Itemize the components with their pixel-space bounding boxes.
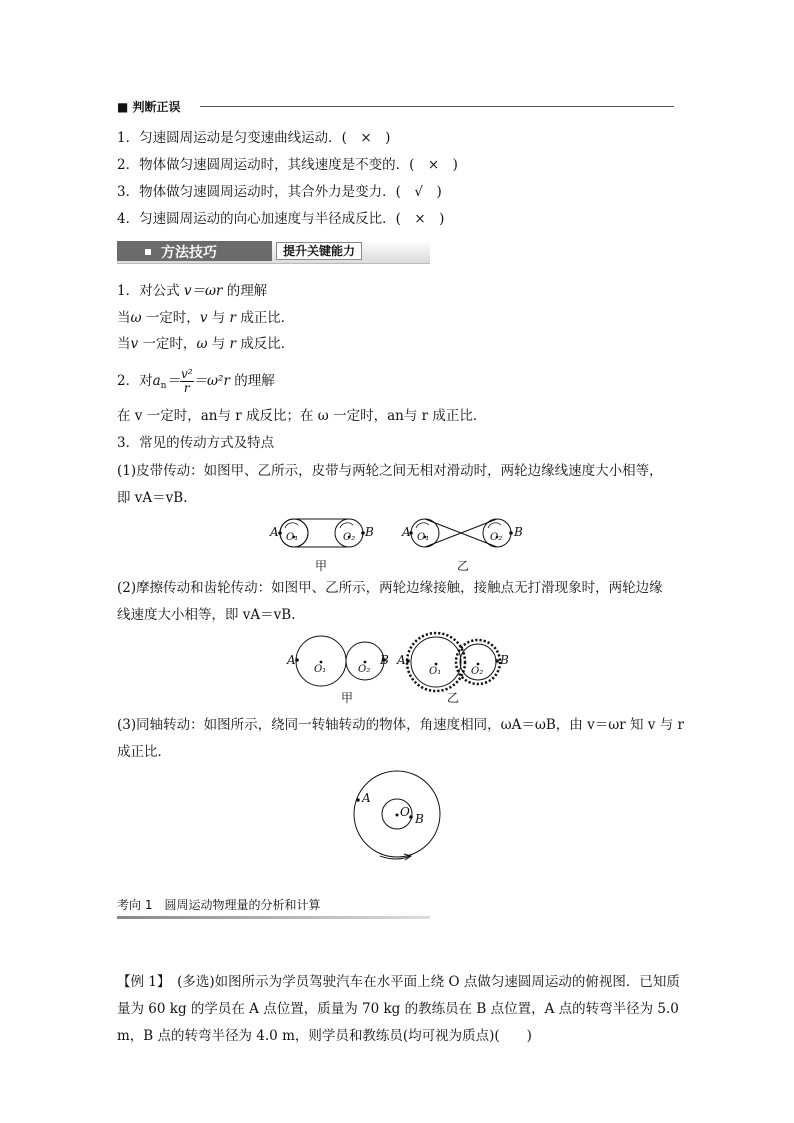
fraction: $\frac{\text{v²}}{r}$ <box>180 367 193 395</box>
method-point-1-line-2: 当v 一定时，ω 与 r 成反比． <box>117 336 295 352</box>
label-B: B <box>365 525 374 539</box>
label-O1: O₁ <box>286 532 299 543</box>
banner-title: 方法技巧 <box>161 245 217 261</box>
method-point-1-line-1: 当ω 一定时，v 与 r 成正比． <box>117 310 295 326</box>
judge-item: 4．匀速圆周运动的向心加速度与半径成反比．( × ) <box>117 211 445 227</box>
label-A: A <box>270 525 279 539</box>
judge-item: 3．物体做匀速圆周运动时，其合外力是变力．( √ ) <box>117 184 442 200</box>
example-text: m，B 点的转弯半径为 4.0 m，则学员和教练员(均可视为质点)( ) <box>117 1028 532 1044</box>
caption-jia: 甲 <box>341 691 354 705</box>
label-O2: O₂ <box>343 532 356 543</box>
belt-transmission-text: 即 vA＝vB. <box>117 490 188 506</box>
caption-yi: 乙 <box>447 691 460 705</box>
caption-jia: 甲 <box>315 559 328 573</box>
coaxial-text: (3)同轴转动：如图所示，绕同一转轴转动的物体，角速度相同，ωA＝ωB，由 v＝ωr 知 v 与 r <box>117 717 684 733</box>
label-O2: O₂ <box>358 664 371 675</box>
label-O2: O₂ <box>490 532 503 543</box>
coaxial-text: 成正比． <box>117 744 171 760</box>
method-point-3-title: 3．常见的传动方式及特点 <box>117 435 275 451</box>
label-O: O <box>400 805 410 819</box>
friction-transmission-text: (2)摩擦传动和齿轮传动：如图甲、乙所示，两轮边缘接触，接触点无打滑现象时，两轮边缘 <box>117 580 663 596</box>
label-A: A <box>287 653 296 667</box>
banner-tag: 提升关键能力 <box>276 242 362 260</box>
gear-figure-yi <box>406 633 500 691</box>
method-point-2-title: 2．对$a_n=$ $\frac{\text{v²}}{r}$ ＝ω²r 的理解 <box>117 367 275 395</box>
caption-yi: 乙 <box>457 559 470 573</box>
coaxial-figure <box>354 771 440 860</box>
example-text: 【例 1】 (多选)如图所示为学员驾驶汽车在水平面上绕 O 点做匀速圆周运动的俯视图．已知质 <box>117 974 680 990</box>
label-O1: O₁ <box>417 532 430 543</box>
method-point-2-line: 在 v 一定时，an与 r 成反比；在 ω 一定时，an与 r 成正比． <box>117 408 487 424</box>
label-B: B <box>415 812 424 826</box>
judge-item: 1．匀速圆周运动是匀变速曲线运动．( × ) <box>117 130 391 146</box>
label-A: A <box>362 791 371 805</box>
label-B: B <box>500 653 509 667</box>
label-B: B <box>514 525 523 539</box>
label-O2: O₂ <box>471 666 484 677</box>
kaoxiang-underline <box>117 916 430 919</box>
label-A: A <box>397 653 406 667</box>
label-A: A <box>402 525 411 539</box>
section-title-judge: ■ 判断正误 <box>117 100 181 114</box>
kaoxiang-title: 考向 1 圆周运动物理量的分析和计算 <box>117 898 321 912</box>
label-O1: O₁ <box>429 666 442 677</box>
example-text: 量为 60 kg 的学员在 A 点位置，质量为 70 kg 的教练员在 B 点位置，A 点的转弯半径为 5.0 <box>117 1001 679 1017</box>
friction-transmission-text: 线速度大小相等，即 vA＝vB. <box>117 607 296 623</box>
label-O1: O₁ <box>314 664 327 675</box>
belt-transmission-text: (1)皮带传动：如图甲、乙所示，皮带与两轮之间无相对滑动时，两轮边缘线速度大小相等， <box>117 463 663 479</box>
method-point-1-title: 1．对公式 v＝ωr 的理解 <box>117 283 268 299</box>
judge-item: 2．物体做匀速圆周运动时，其线速度是不变的．( × ) <box>117 157 458 173</box>
friction-figure-jia <box>295 636 386 686</box>
label-B: B <box>380 653 389 667</box>
